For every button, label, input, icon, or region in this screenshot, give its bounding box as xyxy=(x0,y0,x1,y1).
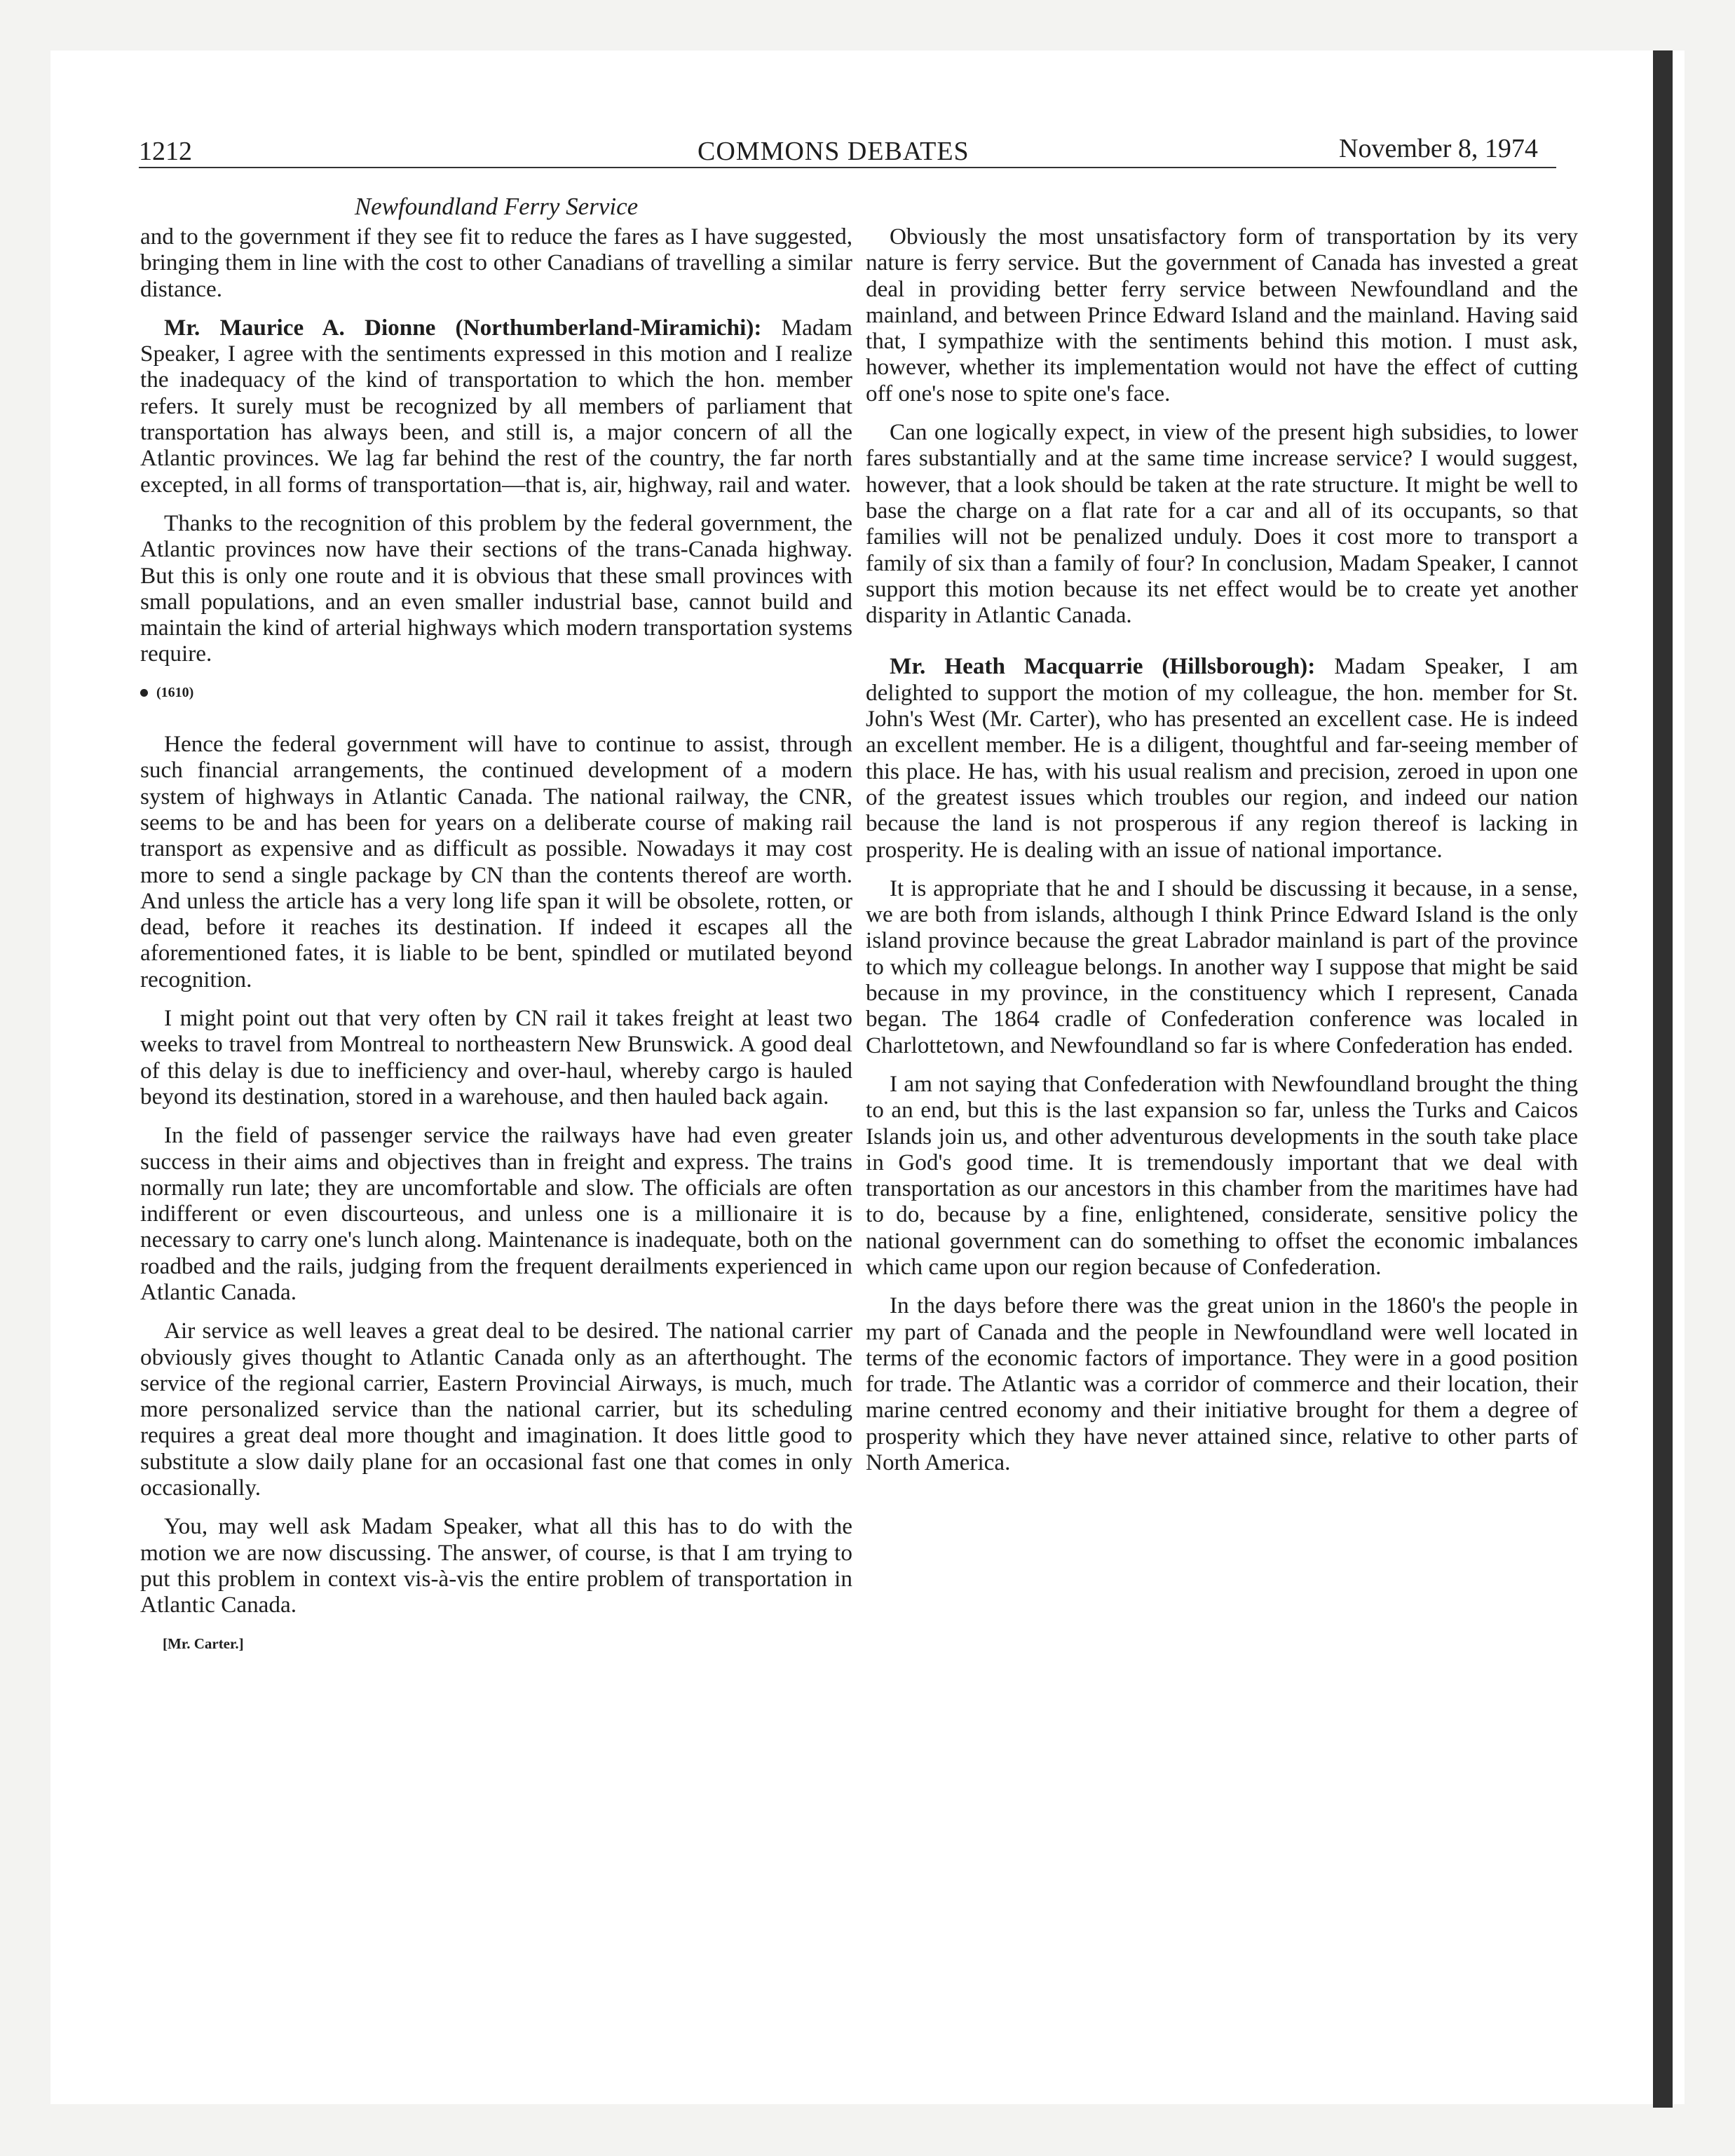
bullet-icon xyxy=(140,689,148,697)
time-stamp xyxy=(140,680,852,706)
paragraph: Air service as well leaves a great deal to be desired. The national carrier obviously gives thought to Atlantic Canada only as an afterthought. The service of the regional carrier, Eastern Provincial Airways, is much, much more personalized service than the national carrier, but its scheduling requires a great deal more thought and imagination. It does little good to substitute a slow daily plane for an occasional fast one that comes in only occasionally. xyxy=(140,1318,852,1501)
paragraph: Thanks to the recognition of this problem by the federal government, the Atlantic provinces now have their sections of the trans-Canada highway. But this is only one route and it is obvious that these small provinces with small populations, and an even smaller industrial base, cannot build and maintain the kind of arterial highways which modern transportation systems require. xyxy=(140,510,852,667)
paragraph: You, may well ask Madam Speaker, what all this has to do with the motion we are now discussing. The answer, of course, is that I am trying to put this problem in context vis-à-vis the entire problem of transportation in Atlantic Canada. xyxy=(140,1513,852,1618)
speech-text: Madam Speaker, I agree with the sentiments expressed in this motion and I realize the inadequacy of the kind of transportation to which the hon. member refers. It surely must be recognized by all members of parliament that transportation has always been, and still is, a major concern of all the Atlantic provinces. We lag far behind the rest of the country, the far north excepted, in all forms of transportation—that is, air, highway, rail and water. xyxy=(140,314,852,498)
speech-text: Madam Speaker, I am delighted to support the motion of my colleague, the hon. member for St. John's West (Mr. Carter), who has presented an excellent case. He is indeed an excellent member. He is a diligent, thoughtful and far-seeing member of this place. He has, with his usual realism and precision, zeroed in upon one of the greatest issues which troubles our region, and indeed our nation because the land is not prosperous if any region thereof is lacking in prosperity. He is dealing with an issue of national importance. xyxy=(866,653,1578,863)
paragraph: I might point out that very often by CN rail it takes freight at least two weeks to travel from Montreal to northeastern New Brunswick. A good deal of this delay is due to inefficiency and over-haul, whereby cargo is hauled beyond its destination, stored in a warehouse, and then hauled back again. xyxy=(140,1005,852,1110)
paragraph xyxy=(866,653,1578,862)
speaker-name: Mr. Heath Macquarrie (Hillsborough): xyxy=(890,653,1316,680)
paragraph: Hence the federal government will have to continue to assist, through such financial arrangements, the continued development of a modern system of highways in Atlantic Canada. The national railway, the CNR, seems to be and has been for years on a deliberate course of making rail transport as expensive and as difficult as possible. Nowadays it may cost more to send a single package by CN than the contents thereof are worth. And unless the article has a very long life span it will be obsolete, rotten, or dead, before it reaches its destination. If indeed it escapes all the aforementioned fates, it is liable to be bent, spindled or mutilated beyond recognition. xyxy=(140,731,852,992)
paragraph: In the days before there was the great union in the 1860's the people in my part of Canada and the people in Newfoundland were well located in terms of the economic factors of importance. They were in a good position for trade. The Atlantic was a corridor of commerce and their location, their marine centred economy and their initiative brought for them a degree of prosperity which they have never attained since, relative to other parts of North America. xyxy=(866,1292,1578,1476)
paragraph: and to the government if they see fit to reduce the fares as I have suggested, bringing them in line with the cost to other Canadians of travelling a similar distance. xyxy=(140,224,852,302)
page-number: 1212 xyxy=(139,137,192,166)
paragraph xyxy=(140,315,852,498)
header-rule xyxy=(139,167,1556,168)
left-column xyxy=(140,224,852,1657)
paragraph: I am not saying that Confederation with Newfoundland brought the thing to an end, but this is the last expansion so far, unless the Turks and Caicos Islands join us, and other adventurous developments in the south take place in God's good time. It is tremendously important that we deal with transportation as our ancestors in this chamber from the maritimes have had to do, because by a fine, enlightened, considerate, sensitive policy the national government can do something to offset the economic imbalances which came upon our region because of Confederation. xyxy=(866,1070,1578,1280)
scan-edge-bar xyxy=(1653,50,1673,2108)
publication-title: COMMONS DEBATES xyxy=(698,137,969,166)
paragraph: It is appropriate that he and I should be discussing it because, in a sense, we are both from islands, although I think Prince Edward Island is the only island province because the great Labrador mainland is part of the province to which my colleague belongs. In another way I suppose that might be said because in my province, in the constituency which I represent, Canada began. The 1864 cradle of Confederation conference was localed in Charlottetown, and Newfoundland so far is where Confederation has ended. xyxy=(866,875,1578,1058)
speaker-name: Mr. Maurice A. Dionne (Northumberland-Miramichi): xyxy=(164,314,762,341)
time-stamp-text: (1610) xyxy=(156,684,194,700)
issue-date: November 8, 1974 xyxy=(1339,134,1538,163)
running-head: Newfoundland Ferry Service xyxy=(354,193,639,220)
paragraph: In the field of passenger service the railways have had even greater success in their aims and objectives than in freight and express. The trains normally run late; they are uncomfortable and slow. The officials are often indifferent or even discourteous, and unless one is a millionaire it is necessary to carry one's lunch along. Maintenance is inadequate, both on the roadbed and the rails, judging from the frequent derailments experienced in Atlantic Canada. xyxy=(140,1122,852,1305)
paragraph: Can one logically expect, in view of the present high subsidies, to lower fares substantially and at the same time increase service? I would suggest, however, that a look should be taken at the rate structure. It might be well to base the charge on a flat rate for a car and all of its occupants, so that families will not be penalized unduly. Does it cost more to transport a family of six than a family of four? In conclusion, Madam Speaker, I cannot support this motion because its net effect would be to create yet another disparity in Atlantic Canada. xyxy=(866,419,1578,629)
speaker-attribution: [Mr. Carter.] xyxy=(163,1635,244,1652)
right-column xyxy=(866,224,1578,1488)
paragraph: Obviously the most unsatisfactory form of transportation by its very nature is ferry service. But the government of Canada has invested a great deal in providing better ferry service between Newfoundland and the mainland, and between Prince Edward Island and the mainland. Having said that, I sympathize with the sentiments behind this motion. I must ask, however, whether its implementation would not have the effect of cutting off one's nose to spite one's face. xyxy=(866,224,1578,407)
